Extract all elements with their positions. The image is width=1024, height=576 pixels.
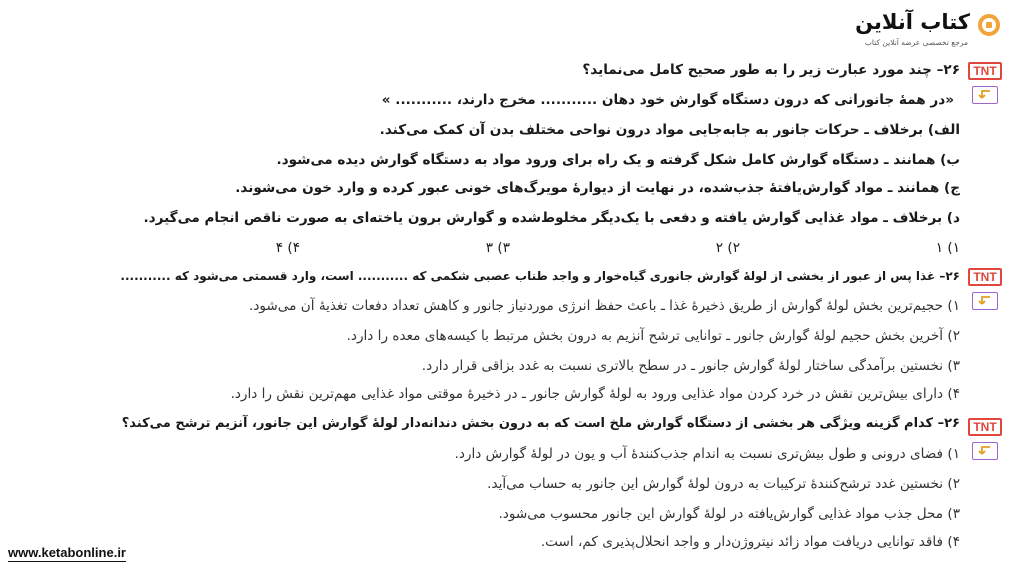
website-url[interactable]: www.ketabonline.ir	[8, 545, 126, 560]
return-icon-q3[interactable]	[972, 442, 998, 460]
statement-dal: د) برخلاف ـ مواد غذایی گوارش یافته و دفعی با یک‌دیگر مخلوط‌شده و گوارش برون یاخته‌ای به صورت ناقص انجام می‌گیرد.	[143, 210, 960, 226]
brand-title: کتاب آنلاین	[855, 10, 970, 34]
question-2-option-1[interactable]: ۱) حجیم‌ترین بخش لولهٔ گوارش از طریق ذخیرهٔ غذا ـ باعث حفظ انرژی موردنیاز جانور و کاهش تعداد دفعات تغذیهٔ آن می‌شود.	[249, 298, 960, 314]
question-1-stem: «در همهٔ جانورانی که درون دستگاه گوارش خود دهان ........... مخرج دارند، ........... »	[381, 92, 954, 108]
choice-3[interactable]: ۳) ۳	[485, 240, 510, 256]
return-icon-q2[interactable]	[972, 292, 998, 310]
question-2-title: ۲۶– غذا پس از عبور از بخشی از لولهٔ گوارش جانوری گیاه‌خوار و واجد طناب عصبی شکمی که ........... است، وارد قسمتی می‌شود که ...........	[120, 269, 960, 283]
question-1-title: ۲۶– چند مورد عبارت زیر را به طور صحیح کامل می‌نماید؟	[582, 62, 960, 78]
question-2-option-4[interactable]: ۴) دارای بیش‌ترین نقش در خرد کردن مواد غذایی ورود به لولهٔ گوارش جانور ـ در ذخیرهٔ موقتی مواد غذایی مهم‌ترین نقش را دارد.	[230, 386, 960, 402]
statement-be: ب) همانند ـ دستگاه گوارش کامل شکل گرفته و یک راه برای ورود مواد به دستگاه گوارش دیده می‌شود.	[276, 152, 960, 168]
question-2-option-2[interactable]: ۲) آخرین بخش حجیم لولهٔ گوارش جانور ـ توانایی ترشح آنزیم به درون بخش مرتبط با کیسه‌های معده را دارد.	[346, 328, 960, 344]
brand-logo	[840, 8, 1000, 48]
question-1-choices	[260, 240, 960, 260]
statement-alef: الف) برخلاف ـ حرکات جانور به جابه‌جایی مواد درون نواحی مختلف بدن آن کمک می‌کند.	[379, 122, 960, 138]
return-icon-q1[interactable]	[972, 86, 998, 104]
question-2-option-3[interactable]: ۳) نخستین برآمدگی ساختار لولهٔ گوارش جانور ـ در سطح بالاتری نسبت به غدد بزاقی قرار دارد.	[421, 358, 960, 374]
question-3-option-3[interactable]: ۳) محل جذب مواد غذایی گوارش‌یافته در لولهٔ گوارش این جانور محسوب می‌شود.	[498, 506, 960, 522]
question-3-option-2[interactable]: ۲) نخستین غدد ترشح‌کنندهٔ ترکیبات به درون لولهٔ گوارش این جانور به حساب می‌آید.	[487, 476, 960, 492]
brand-subtitle: مرجع تخصصی عرضه آنلاین کتاب	[864, 38, 968, 47]
question-3-option-4[interactable]: ۴) فاقد توانایی دریافت مواد زائد نیتروژن‌دار و واجد انحلال‌پذیری کم، است.	[540, 534, 960, 550]
choice-4[interactable]: ۴) ۴	[275, 240, 300, 256]
question-3-option-1[interactable]: ۱) فضای درونی و طول بیش‌تری نسبت به اندام جذب‌کنندهٔ آب و یون در لولهٔ گوارش دارد.	[454, 446, 960, 462]
choice-1[interactable]: ۱) ۱	[935, 240, 960, 256]
tnt-badge-q2[interactable]: TNT	[968, 268, 1002, 286]
tnt-badge-q1[interactable]: TNT	[968, 62, 1002, 80]
logo-icon	[978, 14, 1000, 36]
choice-2[interactable]: ۲) ۲	[715, 240, 740, 256]
question-3-title: ۲۶– کدام گزینه ویژگی هر بخشی از دستگاه گوارش ملخ است که به درون بخش دندانه‌دار لولهٔ گوارش این جانور، آنزیم ترشح می‌کند؟	[121, 416, 960, 431]
statement-jim: ج) همانند ـ مواد گوارش‌یافتهٔ جذب‌شده، در نهایت از دیوارهٔ مویرگ‌های خونی عبور کرده و وارد خون می‌شوند.	[235, 180, 960, 196]
tnt-badge-q3[interactable]: TNT	[968, 418, 1002, 436]
